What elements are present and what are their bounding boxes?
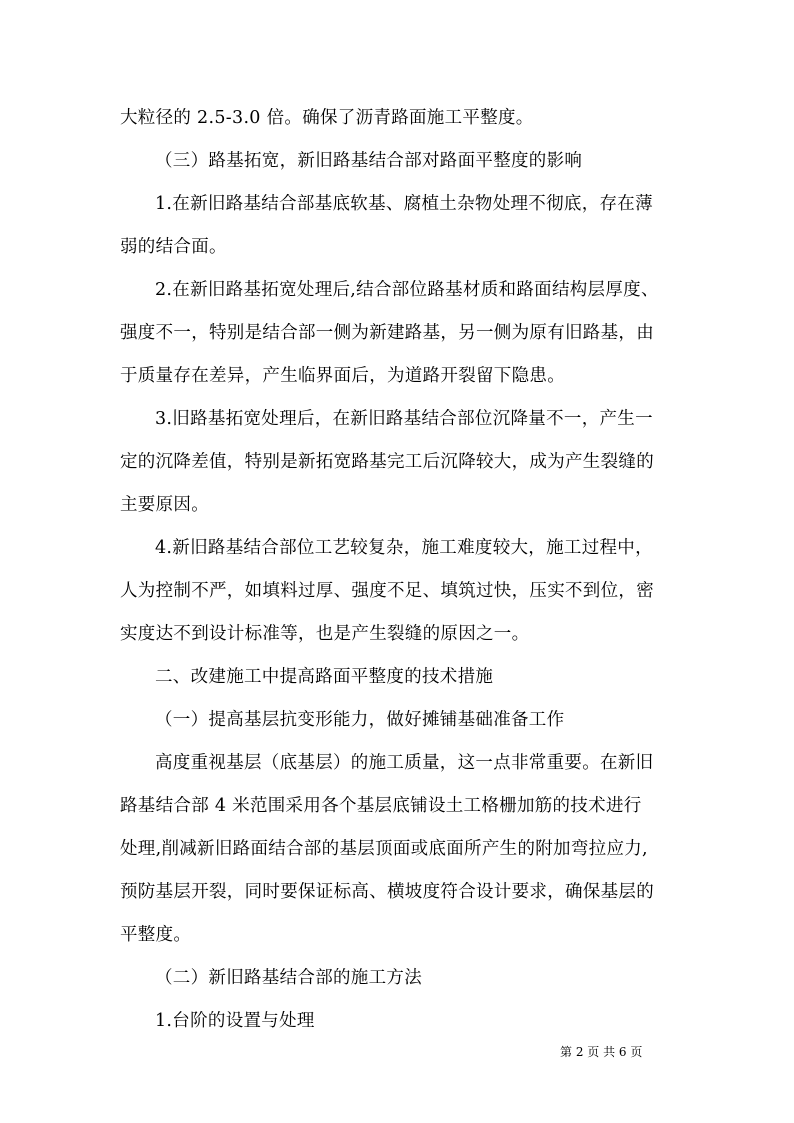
text-line: 1.在新旧路基结合部基底软基、腐植土杂物处理不彻底，存在薄	[155, 194, 653, 214]
text-line: 强度不一，特别是结合部一侧为新建路基，另一侧为原有旧路基，由	[120, 323, 654, 343]
section-heading: 二、改建施工中提高路面平整度的技术措施	[155, 667, 494, 687]
text-line: 平整度。	[120, 925, 192, 945]
text-line: 预防基层开裂，同时要保证标高、横坡度符合设计要求，确保基层的	[120, 882, 654, 902]
section-heading: 1.台阶的设置与处理	[155, 1011, 315, 1031]
text-line: 路基结合部 4 米范围采用各个基层底铺设土工格栅加筋的技术进行	[120, 796, 642, 816]
page-number: 第 2 页 共 6 页	[560, 1045, 643, 1059]
text-line: 人为控制不严，如填料过厚、强度不足、填筑过快，压实不到位，密	[120, 581, 654, 601]
text-line: 弱的结合面。	[120, 237, 227, 257]
text-line: 高度重视基层（底基层）的施工质量，这一点非常重要。在新旧	[155, 753, 654, 773]
text-line: 3.旧路基拓宽处理后，在新旧路基结合部位沉降量不一，产生一	[155, 409, 653, 429]
section-heading: （三）路基拓宽，新旧路基结合部对路面平整度的影响	[155, 151, 583, 171]
text-line: 大粒径的 2.5-3.0 倍。确保了沥青路面施工平整度。	[120, 108, 534, 128]
text-line: 主要原因。	[120, 495, 209, 515]
text-line: 实度达不到设计标准等，也是产生裂缝的原因之一。	[120, 624, 530, 644]
section-heading: （一）提高基层抗变形能力，做好摊铺基础准备工作	[155, 710, 565, 730]
text-line: 于质量存在差异，产生临界面后，为道路开裂留下隐患。	[120, 366, 565, 386]
text-line: 4.新旧路基结合部位工艺较复杂，施工难度较大，施工过程中，	[155, 538, 653, 558]
text-line: 2.在新旧路基拓宽处理后,结合部位路基材质和路面结构层厚度、	[155, 280, 659, 300]
text-line: 处理,削减新旧路面结合部的基层顶面或底面所产生的附加弯拉应力,	[120, 839, 648, 859]
section-heading: （二）新旧路基结合部的施工方法	[155, 968, 422, 988]
text-line: 定的沉降差值，特别是新拓宽路基完工后沉降较大，成为产生裂缝的	[120, 452, 654, 472]
